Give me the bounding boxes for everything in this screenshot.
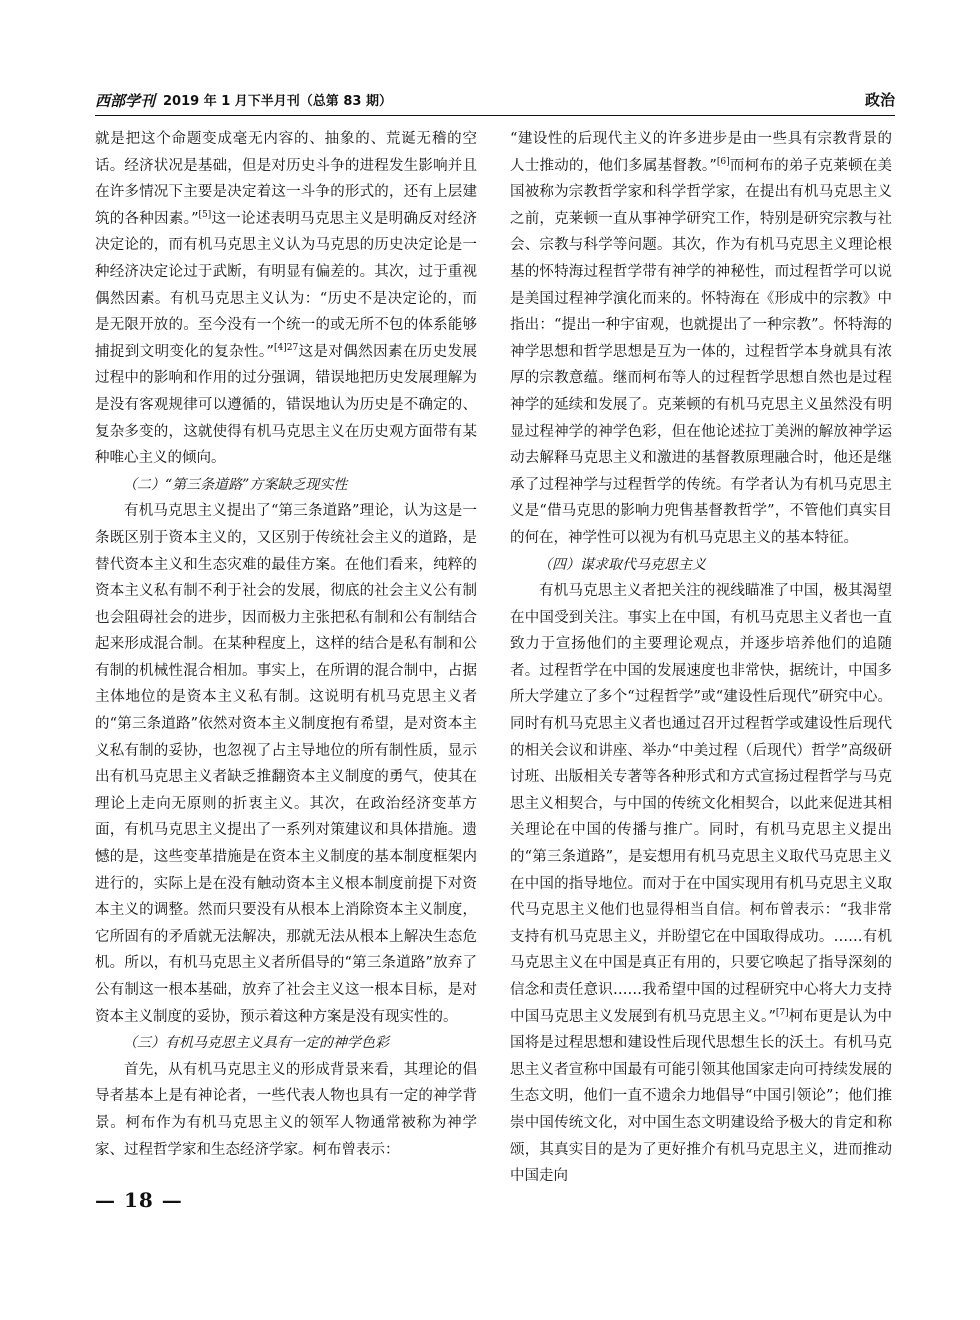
text-run: 这一论述表明马克思主义是明确反对经济决定论的，而有机马克思主义认为马克思的历史决定论是一种经济决定论过于武断，有明显有偏差的。其次，过于重视偶然因素。有机马克思主义认为：“历史不是决定论的，而是无限开放的。至今没有一个统一的或无所不包的体系能够捕捉到文明变化的复杂性。”: [95, 210, 477, 360]
text-run: 柯布更是认为中国将是过程思想和建设性后现代思想生长的沃土。有机马克思主义者宣称中国最有可能引领其他国家走向可持续发展的生态文明，他们一直不遗余力地倡导“中国引领论”；他们推崇中国传统文化，对中国生态文明建设给予极大的肯定和称颂，其真实目的是为了更好推介有机马克思主义，进而推动中国走向: [510, 1008, 892, 1185]
section-heading: （四）谋求取代马克思主义: [538, 556, 706, 573]
section-heading: （三）有机马克思主义具有一定的神学色彩: [123, 1035, 389, 1052]
text-run: 有机马克思主义者把关注的视线瞄准了中国，极其渴望在中国受到关注。事实上在中国，有机马克思主义者也一直致力于宣扬他们的主要理论观点，并逐步培养他们的追随者。过程哲学在中国的发展速度也非常快，据统计，中国多所大学建立了多个“过程哲学”或“建设性后现代”研究中心。同时有机马克思主义者也通过召开过程哲学或建设性后现代的相关会议和讲座、举办“中美过程（后现代）哲学”高级研讨班、出版相关专著等各种形式和方式宣扬过程哲学与马克思主义相契合，与中国的传统文化相契合，以此来促进其相关理论在中国的传播与推广。同时，有机马克思主义提出的“第三条道路”，是妄想用有机马克思主义取代马克思主义在中国的指导地位。而对于在中国实现用有机马克思主义取代马克思主义他们也显得相当自信。柯布曾表示：“我非常支持有机马克思主义，并盼望它在中国取得成功。……有机马克思主义在中国是真正有用的，只要它唤起了指导深刻的信念和责任意识……我希望中国的过程研究中心将大力支持中国马克思主义发展到有机马克思主义。”: [510, 583, 892, 1025]
paragraph: 首先，从有机马克思主义的形成背景来看，其理论的倡导者基本上是有神论者，一些代表人物也具有一定的神学背景。柯布作为有机马克思主义的领军人物通常被称为神学家、过程哲学家和生态经济学家。柯布曾表示：: [95, 1061, 477, 1158]
citation-ref: [4]27: [273, 342, 299, 353]
paragraph: 有机马克思主义提出了“第三条道路”理论，认为这是一条既区别于资本主义的，又区别于传统社会主义的道路，是替代资本主义和生态灾难的最佳方案。在他们看来，纯粹的资本主义私有制不利于社会的发展，彻底的社会主义公有制也会阻碍社会的进步，因而极力主张把私有制和公有制结合起来形成混合制。在某种程度上，这样的结合是私有制和公有制的机械性混合相加。事实上，在所谓的混合制中，占据主体地位的是资本主义私有制。这说明有机马克思主义者的“第三条道路”依然对资本主义制度抱有希望，是对资本主义私有制的妥协，也忽视了占主导地位的所有制性质，显示出有机马克思主义者缺乏推翻资本主义制度的勇气，使其在理论上走向无原则的折衷主义。其次，在政治经济变革方面，有机马克思主义提出了一系列对策建议和具体措施。遗憾的是，这些变革措施是在资本主义制度的基本制度框架内进行的，实际上是在没有触动资本主义根本制度前提下对资本主义的调整。然而只要没有从根本上消除资本主义制度，它所固有的矛盾就无法解决，那就无法从根本上解决生态危机。所以，有机马克思主义者所倡导的“第三条道路”放弃了公有制这一根本基础，放弃了社会主义这一根本目标，是对资本主义制度的妥协，预示着这种方案是没有现实性的。: [95, 503, 477, 1025]
header-rule: [95, 115, 895, 116]
text-run: 而柯布的弟子克莱顿在美国被称为宗教哲学家和科学哲学家，在提出有机马克思主义之前，克莱顿一直从事神学研究工作，特别是研究宗教与社会、宗教与科学等问题。其次，作为有机马克思主义理论根基的怀特海过程哲学带有神学的神秘性，而过程哲学可以说是美国过程神学演化而来的。怀特海在《形成中的宗教》中指出：“提出一种宇宙观，也就提出了一种宗教”。怀特海的神学思想和哲学思想是互为一体的，过程哲学本身就具有浓厚的宗教意蕴。继而柯布等人的过程哲学思想自然也是过程神学的延续和发展了。克莱顿的有机马克思主义虽然没有明显过程神学的神学色彩，但在他论述拉丁美洲的解放神学运动去解释马克思主义和激进的基督教原理融合时，他还是继承了过程神学与过程哲学的传统。有学者认为有机马克思主义是“借马克思的影响力兜售基督教哲学”，不管他们真实目的何在，神学性可以视为有机马克思主义的基本特征。: [510, 157, 892, 546]
right-column: [510, 126, 892, 1186]
citation-ref: [6]: [716, 156, 730, 167]
citation-ref: [7]: [775, 1007, 789, 1018]
page-number: — 18 —: [95, 1188, 183, 1212]
citation-ref: [5]: [198, 209, 212, 220]
paragraph: [510, 578, 892, 1186]
journal-name: 西部学刊: [95, 92, 156, 110]
left-column: [95, 126, 477, 1186]
text-run: 这是对偶然因素在历史发展过程中的影响和作用的过分强调，错误地把历史发展理解为是没有客观规律可以遵循的，错误地认为历史是不确定的、复杂多变的，这就使得有机马克思主义在历史观方面带有某种唯心主义的倾向。: [95, 343, 477, 467]
section-label: 政治: [864, 91, 895, 109]
text-run: 就是把这个命题变成毫无内容的、抽象的、荒诞无稽的空话。经济状况是基础，但是对历史斗争的进程发生影响并且在许多情况下主要是决定着这一斗争的形式的，还有上层建筑的各种因素。”: [95, 131, 477, 227]
text-run: “建设性的后现代主义的许多进步是由一些具有宗教背景的人士推动的，他们多属基督教。”: [510, 131, 892, 174]
paragraph: [510, 126, 892, 552]
issue-info: 2019 年 1 月下半月刊（总第 83 期）: [163, 94, 392, 109]
section-heading: （二）“第三条道路”方案缺乏现实性: [123, 476, 348, 493]
running-header: [95, 88, 895, 114]
paragraph: [95, 126, 477, 472]
